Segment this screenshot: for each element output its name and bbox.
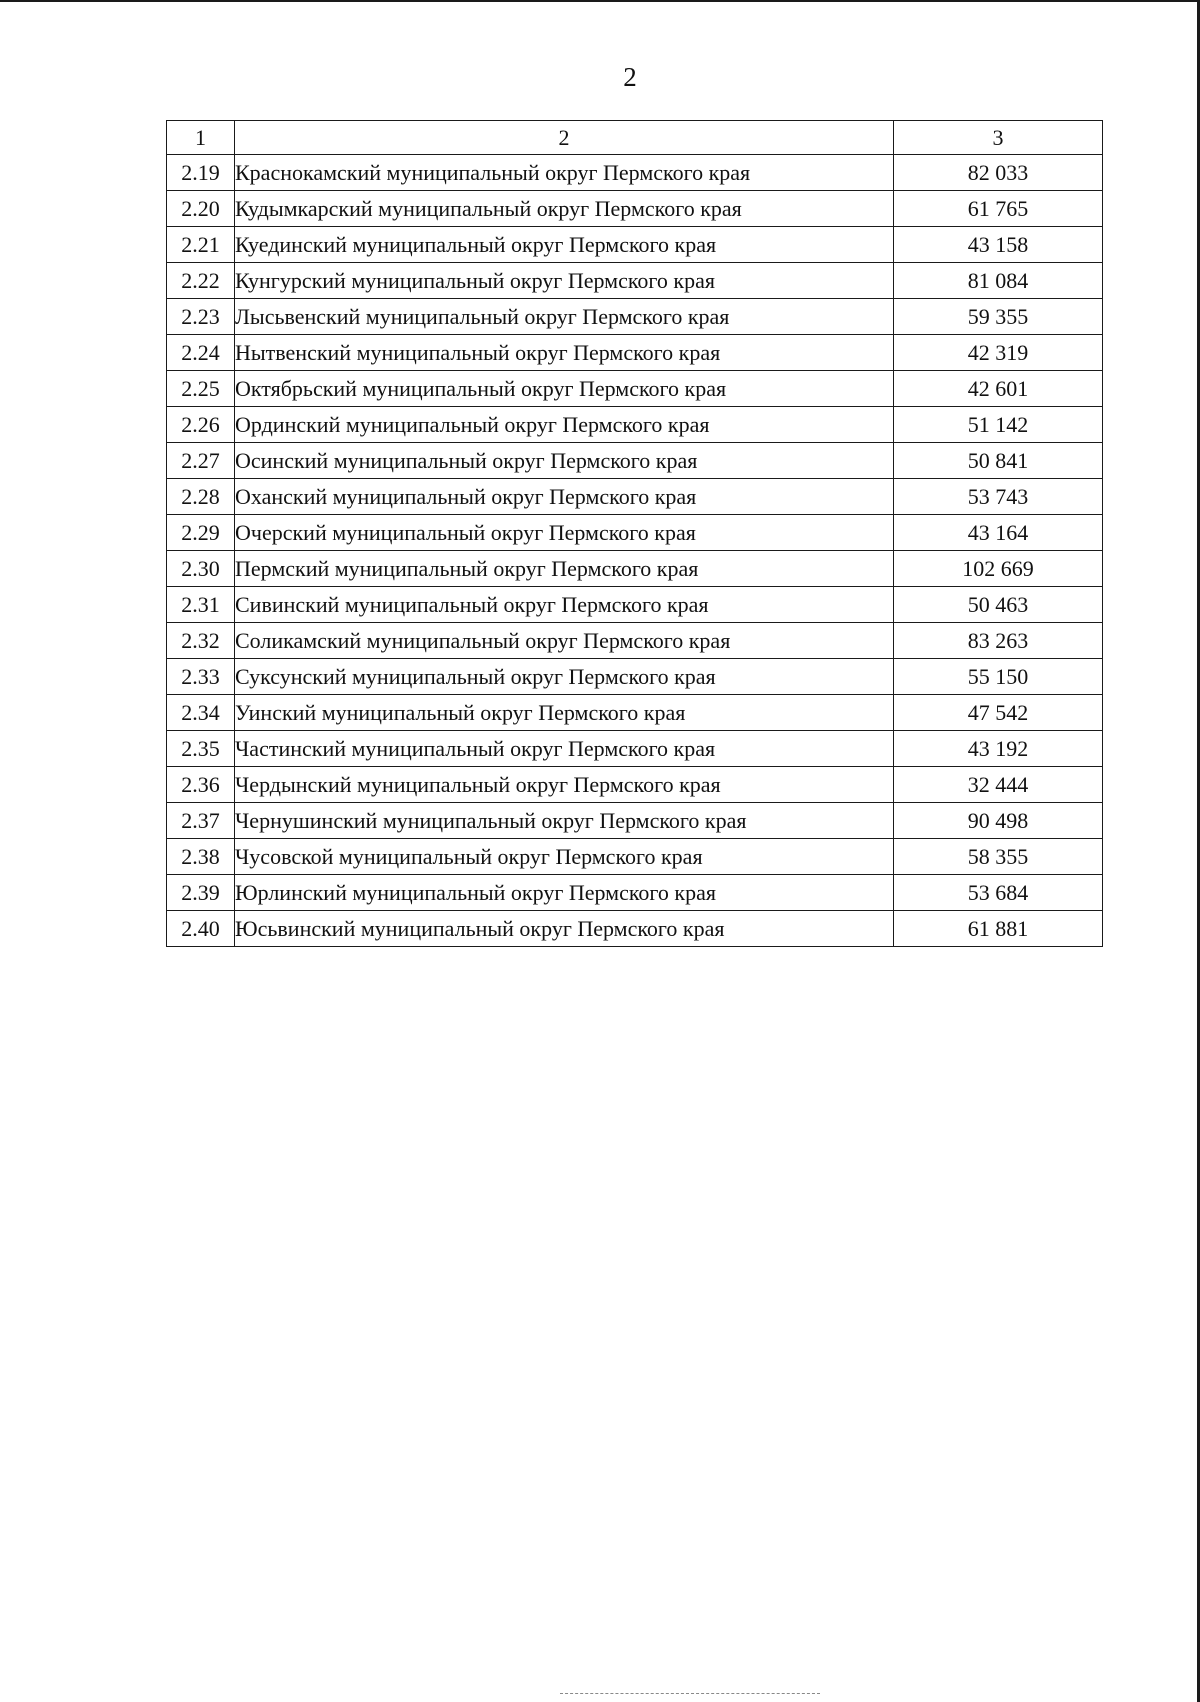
district-name: Ординский муниципальный округ Пермского края bbox=[235, 407, 894, 443]
table-row bbox=[167, 191, 1103, 227]
row-number: 2.19 bbox=[167, 155, 235, 191]
row-number: 2.40 bbox=[167, 911, 235, 947]
district-name: Суксунский муниципальный округ Пермского края bbox=[235, 659, 894, 695]
district-name: Кунгурский муниципальный округ Пермского края bbox=[235, 263, 894, 299]
table-row bbox=[167, 443, 1103, 479]
table-row bbox=[167, 263, 1103, 299]
district-value: 50 463 bbox=[894, 587, 1103, 623]
column-header-name: 2 bbox=[235, 121, 894, 155]
district-value: 61 765 bbox=[894, 191, 1103, 227]
table-row bbox=[167, 299, 1103, 335]
district-value: 58 355 bbox=[894, 839, 1103, 875]
table-row bbox=[167, 731, 1103, 767]
table-row bbox=[167, 803, 1103, 839]
district-value: 82 033 bbox=[894, 155, 1103, 191]
row-number: 2.29 bbox=[167, 515, 235, 551]
district-name: Юсьвинский муниципальный округ Пермского края bbox=[235, 911, 894, 947]
column-header-value: 3 bbox=[894, 121, 1103, 155]
row-number: 2.34 bbox=[167, 695, 235, 731]
district-value: 61 881 bbox=[894, 911, 1103, 947]
district-name: Частинский муниципальный округ Пермского края bbox=[235, 731, 894, 767]
district-name: Кудымкарский муниципальный округ Пермского края bbox=[235, 191, 894, 227]
table-row bbox=[167, 551, 1103, 587]
district-name: Сивинский муниципальный округ Пермского края bbox=[235, 587, 894, 623]
table-row bbox=[167, 515, 1103, 551]
district-value: 43 164 bbox=[894, 515, 1103, 551]
table-row bbox=[167, 659, 1103, 695]
row-number: 2.26 bbox=[167, 407, 235, 443]
district-value: 83 263 bbox=[894, 623, 1103, 659]
row-number: 2.35 bbox=[167, 731, 235, 767]
row-number: 2.39 bbox=[167, 875, 235, 911]
scan-artifact bbox=[560, 1693, 820, 1696]
row-number: 2.36 bbox=[167, 767, 235, 803]
row-number: 2.38 bbox=[167, 839, 235, 875]
row-number: 2.22 bbox=[167, 263, 235, 299]
table-row bbox=[167, 407, 1103, 443]
district-name: Чернушинский муниципальный округ Пермского края bbox=[235, 803, 894, 839]
table-body bbox=[167, 155, 1103, 947]
row-number: 2.37 bbox=[167, 803, 235, 839]
municipal-districts-table bbox=[166, 120, 1103, 947]
row-number: 2.30 bbox=[167, 551, 235, 587]
table-row bbox=[167, 839, 1103, 875]
row-number: 2.21 bbox=[167, 227, 235, 263]
district-name: Октябрьский муниципальный округ Пермского края bbox=[235, 371, 894, 407]
row-number: 2.20 bbox=[167, 191, 235, 227]
row-number: 2.27 bbox=[167, 443, 235, 479]
district-value: 43 158 bbox=[894, 227, 1103, 263]
table-row bbox=[167, 875, 1103, 911]
district-value: 90 498 bbox=[894, 803, 1103, 839]
district-value: 53 684 bbox=[894, 875, 1103, 911]
district-value: 59 355 bbox=[894, 299, 1103, 335]
row-number: 2.24 bbox=[167, 335, 235, 371]
district-value: 42 319 bbox=[894, 335, 1103, 371]
table-row bbox=[167, 587, 1103, 623]
row-number: 2.23 bbox=[167, 299, 235, 335]
table-header-row bbox=[167, 121, 1103, 155]
district-name: Нытвенский муниципальный округ Пермского края bbox=[235, 335, 894, 371]
district-value: 53 743 bbox=[894, 479, 1103, 515]
table-row bbox=[167, 479, 1103, 515]
table-row bbox=[167, 155, 1103, 191]
row-number: 2.28 bbox=[167, 479, 235, 515]
scan-edge-top bbox=[0, 0, 1200, 2]
row-number: 2.32 bbox=[167, 623, 235, 659]
column-header-number: 1 bbox=[167, 121, 235, 155]
district-value: 47 542 bbox=[894, 695, 1103, 731]
district-value: 43 192 bbox=[894, 731, 1103, 767]
district-value: 102 669 bbox=[894, 551, 1103, 587]
row-number: 2.33 bbox=[167, 659, 235, 695]
row-number: 2.25 bbox=[167, 371, 235, 407]
district-name: Куединский муниципальный округ Пермского края bbox=[235, 227, 894, 263]
district-value: 32 444 bbox=[894, 767, 1103, 803]
district-value: 50 841 bbox=[894, 443, 1103, 479]
district-name: Лысьвенский муниципальный округ Пермского края bbox=[235, 299, 894, 335]
district-name: Соликамский муниципальный округ Пермского края bbox=[235, 623, 894, 659]
table-row bbox=[167, 335, 1103, 371]
district-name: Уинский муниципальный округ Пермского края bbox=[235, 695, 894, 731]
page-number: 2 bbox=[623, 62, 637, 92]
table-row bbox=[167, 767, 1103, 803]
district-value: 55 150 bbox=[894, 659, 1103, 695]
table-row bbox=[167, 695, 1103, 731]
district-value: 42 601 bbox=[894, 371, 1103, 407]
table-row bbox=[167, 623, 1103, 659]
district-name: Пермский муниципальный округ Пермского края bbox=[235, 551, 894, 587]
district-value: 81 084 bbox=[894, 263, 1103, 299]
district-value: 51 142 bbox=[894, 407, 1103, 443]
table-row bbox=[167, 227, 1103, 263]
table-row bbox=[167, 371, 1103, 407]
district-name: Чусовской муниципальный округ Пермского края bbox=[235, 839, 894, 875]
district-name: Чердынский муниципальный округ Пермского края bbox=[235, 767, 894, 803]
district-name: Юрлинский муниципальный округ Пермского края bbox=[235, 875, 894, 911]
row-number: 2.31 bbox=[167, 587, 235, 623]
district-name: Краснокамский муниципальный округ Пермского края bbox=[235, 155, 894, 191]
district-name: Оханский муниципальный округ Пермского края bbox=[235, 479, 894, 515]
district-name: Осинский муниципальный округ Пермского края bbox=[235, 443, 894, 479]
district-name: Очерский муниципальный округ Пермского края bbox=[235, 515, 894, 551]
table-row bbox=[167, 911, 1103, 947]
